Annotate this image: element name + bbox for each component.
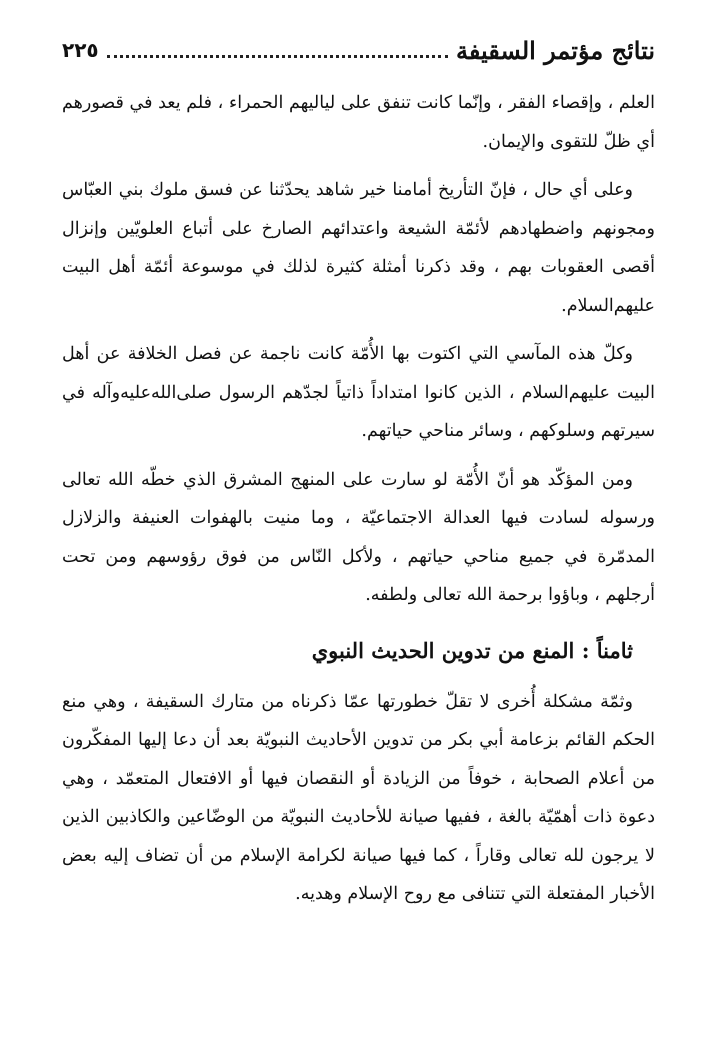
paragraph-4: ومن المؤكّد هو أنّ الأُمّة لو سارت على المنهج المشرق الذي خطّه الله تعالى ورسوله لسادت فيها العدالة الاجتماعيّة ، وما منيت بالهفوات العنيفة والزلازل المدمّرة في جميع مناحي حياتهم ، ولأكل النّاس من فوق رؤوسهم ومن تحت أرجلهم ، وباؤوا برحمة الله تعالى ولطفه.	[62, 469, 655, 605]
page-number: ٢٢٥	[62, 38, 99, 62]
dotted-leader	[107, 55, 448, 58]
paragraph-gap	[62, 325, 655, 335]
section-heading: ثامناً : المنع من تدوين الحديث النبوي	[311, 637, 633, 663]
section-paragraph: وثمّة مشكلة أُخرى لا تقلّ خطورتها عمّا ذكرناه من متارك السقيفة ، وهي منع الحكم القائم بزعامة أبي بكر من تدوين الأحاديث النبويّة بعد أن دعا إليها المفكّرون من أعلام الصحابة ، خوفاً من الزيادة أو النقصان فيها أو الافتعال المتعمّد ، وهي دعوة ذات أهمّيّة بالغة ، ففيها صيانة للأحاديث النبويّة من الوضّاعين والكاذبين الذين لا يرجون لله تعالى وقاراً ، كما فيها صيانة لكرامة الإسلام من أن تضاف إليه بعض الأخبار المفتعلة التي تتنافى مع روح الإسلام وهديه.	[62, 691, 655, 904]
paragraph-gap	[62, 451, 655, 461]
body-text	[62, 84, 655, 914]
running-title: نتائج مؤتمر السقيفة	[456, 35, 655, 65]
paragraph-2: وعلى أي حال ، فإنّ التأريخ أمامنا خير شاهد يحدّثنا عن فسق ملوك بني العبّاس ومجونهم واضطهادهم لأئمّة الشيعة واعتدائهم الصارخ على أتباع العلويّين وإنزال أقصى العقوبات بهم ، وقد ذكرنا أمثلة كثيرة لذلك في موسوعة أئمّة أهل البيت عليهم‌السلام.	[62, 180, 655, 316]
paragraph-1: العلم ، وإقصاء الفقر ، وإنّما كانت تنفق على لياليهم الحمراء ، فلم يعد في قصورهم أي ظلّ للتقوى والإيمان.	[62, 93, 655, 152]
paragraph-3: وكلّ هذه المآسي التي اكتوت بها الأُمّة كانت ناجمة عن فصل الخلافة عن أهل البيت عليهم‌السلام ، الذين كانوا امتداداً ذاتياً لجدّهم الرسول صلى‌الله‌عليه‌وآله في سيرتهم وسلوكهم ، وسائر مناحي حياتهم.	[62, 344, 655, 441]
page-header	[62, 30, 655, 70]
paragraph-gap	[62, 161, 655, 171]
